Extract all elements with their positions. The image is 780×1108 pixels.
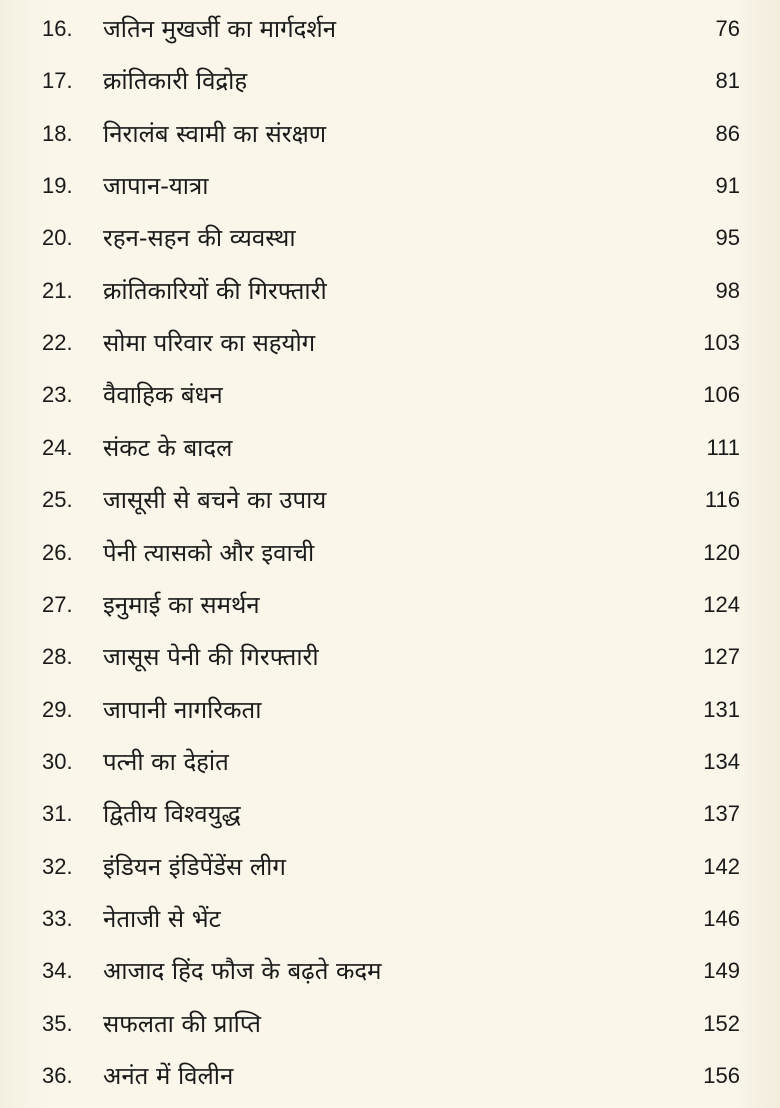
page-number: 137 xyxy=(703,801,740,827)
toc-entry xyxy=(0,483,780,523)
chapter-title: जतिन मुखर्जी का मार्गदर्शन xyxy=(103,15,337,43)
toc-entry xyxy=(0,954,780,994)
page-number: 146 xyxy=(703,905,740,931)
chapter-number: 34. xyxy=(42,958,73,984)
chapter-title: अनंत में विलीन xyxy=(103,1062,234,1090)
toc-entry xyxy=(0,326,780,366)
toc-entry xyxy=(0,745,780,785)
toc-entry xyxy=(0,797,780,837)
page-number: 156 xyxy=(703,1063,740,1088)
chapter-number: 29. xyxy=(42,696,73,722)
chapter-title: निरालंब स्वामी का संरक्षण xyxy=(103,119,327,148)
toc-entry xyxy=(0,1059,780,1099)
page-number: 134 xyxy=(703,748,740,774)
chapter-number: 21. xyxy=(42,277,73,303)
chapter-title: वैवाहिक बंधन xyxy=(103,381,223,410)
page-number: 106 xyxy=(703,382,740,408)
page-number: 120 xyxy=(703,539,740,565)
toc-entry xyxy=(0,378,780,418)
toc-entry xyxy=(0,902,780,942)
page-number: 116 xyxy=(704,487,740,513)
chapter-number: 20. xyxy=(42,225,73,251)
page-number: 98 xyxy=(715,277,740,303)
chapter-number: 22. xyxy=(42,330,73,356)
toc-entry xyxy=(0,64,780,104)
chapter-number: 27. xyxy=(42,591,73,617)
page-number: 152 xyxy=(703,1010,740,1036)
chapter-number: 16. xyxy=(42,16,73,41)
chapter-number: 18. xyxy=(42,120,73,146)
chapter-number: 19. xyxy=(42,173,73,199)
page-number: 91 xyxy=(715,173,740,199)
chapter-title: क्रांतिकारी विद्रोह xyxy=(103,67,248,96)
page-number: 111 xyxy=(706,434,740,460)
chapter-title: रहन-सहन की व्यवस्था xyxy=(103,224,296,253)
chapter-number: 33. xyxy=(42,905,73,931)
toc-entry xyxy=(0,1007,780,1047)
page-number: 76 xyxy=(715,16,740,41)
toc-entry xyxy=(0,431,780,471)
page-number: 142 xyxy=(703,853,740,879)
toc-entry xyxy=(0,221,780,261)
chapter-title: पत्नी का देहांत xyxy=(103,747,229,776)
chapter-number: 25. xyxy=(42,487,73,513)
page-number: 149 xyxy=(703,958,740,984)
chapter-title: जापानी नागरिकता xyxy=(103,695,262,724)
chapter-title: पेनी त्यासको और इवाची xyxy=(103,538,315,567)
page-number: 127 xyxy=(703,644,740,670)
chapter-title: सफलता की प्राप्ति xyxy=(103,1009,261,1038)
chapter-title: आजाद हिंद फौज के बढ़ते कदम xyxy=(103,957,382,986)
chapter-number: 32. xyxy=(42,853,73,879)
chapter-number: 17. xyxy=(42,68,73,94)
toc-entry xyxy=(0,117,780,157)
chapter-title: जासूसी से बचने का उपाय xyxy=(103,486,327,515)
chapter-title: इनुमाई का समर्थन xyxy=(103,590,260,619)
page-number: 124 xyxy=(703,591,740,617)
chapter-title: नेताजी से भेंट xyxy=(103,904,221,933)
toc-entry xyxy=(0,850,780,890)
page-number: 86 xyxy=(715,120,740,146)
chapter-number: 35. xyxy=(42,1010,73,1036)
toc-entry xyxy=(0,169,780,209)
chapter-title: द्वितीय विश्वयुद्ध xyxy=(103,800,241,829)
toc-entry xyxy=(0,588,780,628)
page-number: 81 xyxy=(715,68,740,94)
page-number: 103 xyxy=(703,330,740,356)
chapter-number: 28. xyxy=(42,644,73,670)
chapter-title: क्रांतिकारियों की गिरफ्तारी xyxy=(103,276,327,305)
chapter-title: संकट के बादल xyxy=(103,433,233,462)
chapter-number: 36. xyxy=(42,1063,73,1088)
chapter-number: 23. xyxy=(42,382,73,408)
chapter-number: 24. xyxy=(42,434,73,460)
toc-entry xyxy=(0,274,780,314)
chapter-number: 31. xyxy=(42,801,73,827)
chapter-number: 30. xyxy=(42,748,73,774)
toc-entry xyxy=(0,12,780,52)
page-number: 95 xyxy=(715,225,740,251)
chapter-number: 26. xyxy=(42,539,73,565)
chapter-title: जापान-यात्रा xyxy=(103,172,209,201)
page-number: 131 xyxy=(703,696,740,722)
toc-entry xyxy=(0,693,780,733)
chapter-title: सोमा परिवार का सहयोग xyxy=(103,329,316,358)
toc-entry xyxy=(0,640,780,680)
chapter-title: इंडियन इंडिपेंडेंस लीग xyxy=(103,852,286,881)
toc-entry xyxy=(0,536,780,576)
chapter-title: जासूस पेनी की गिरफ्तारी xyxy=(103,643,319,672)
